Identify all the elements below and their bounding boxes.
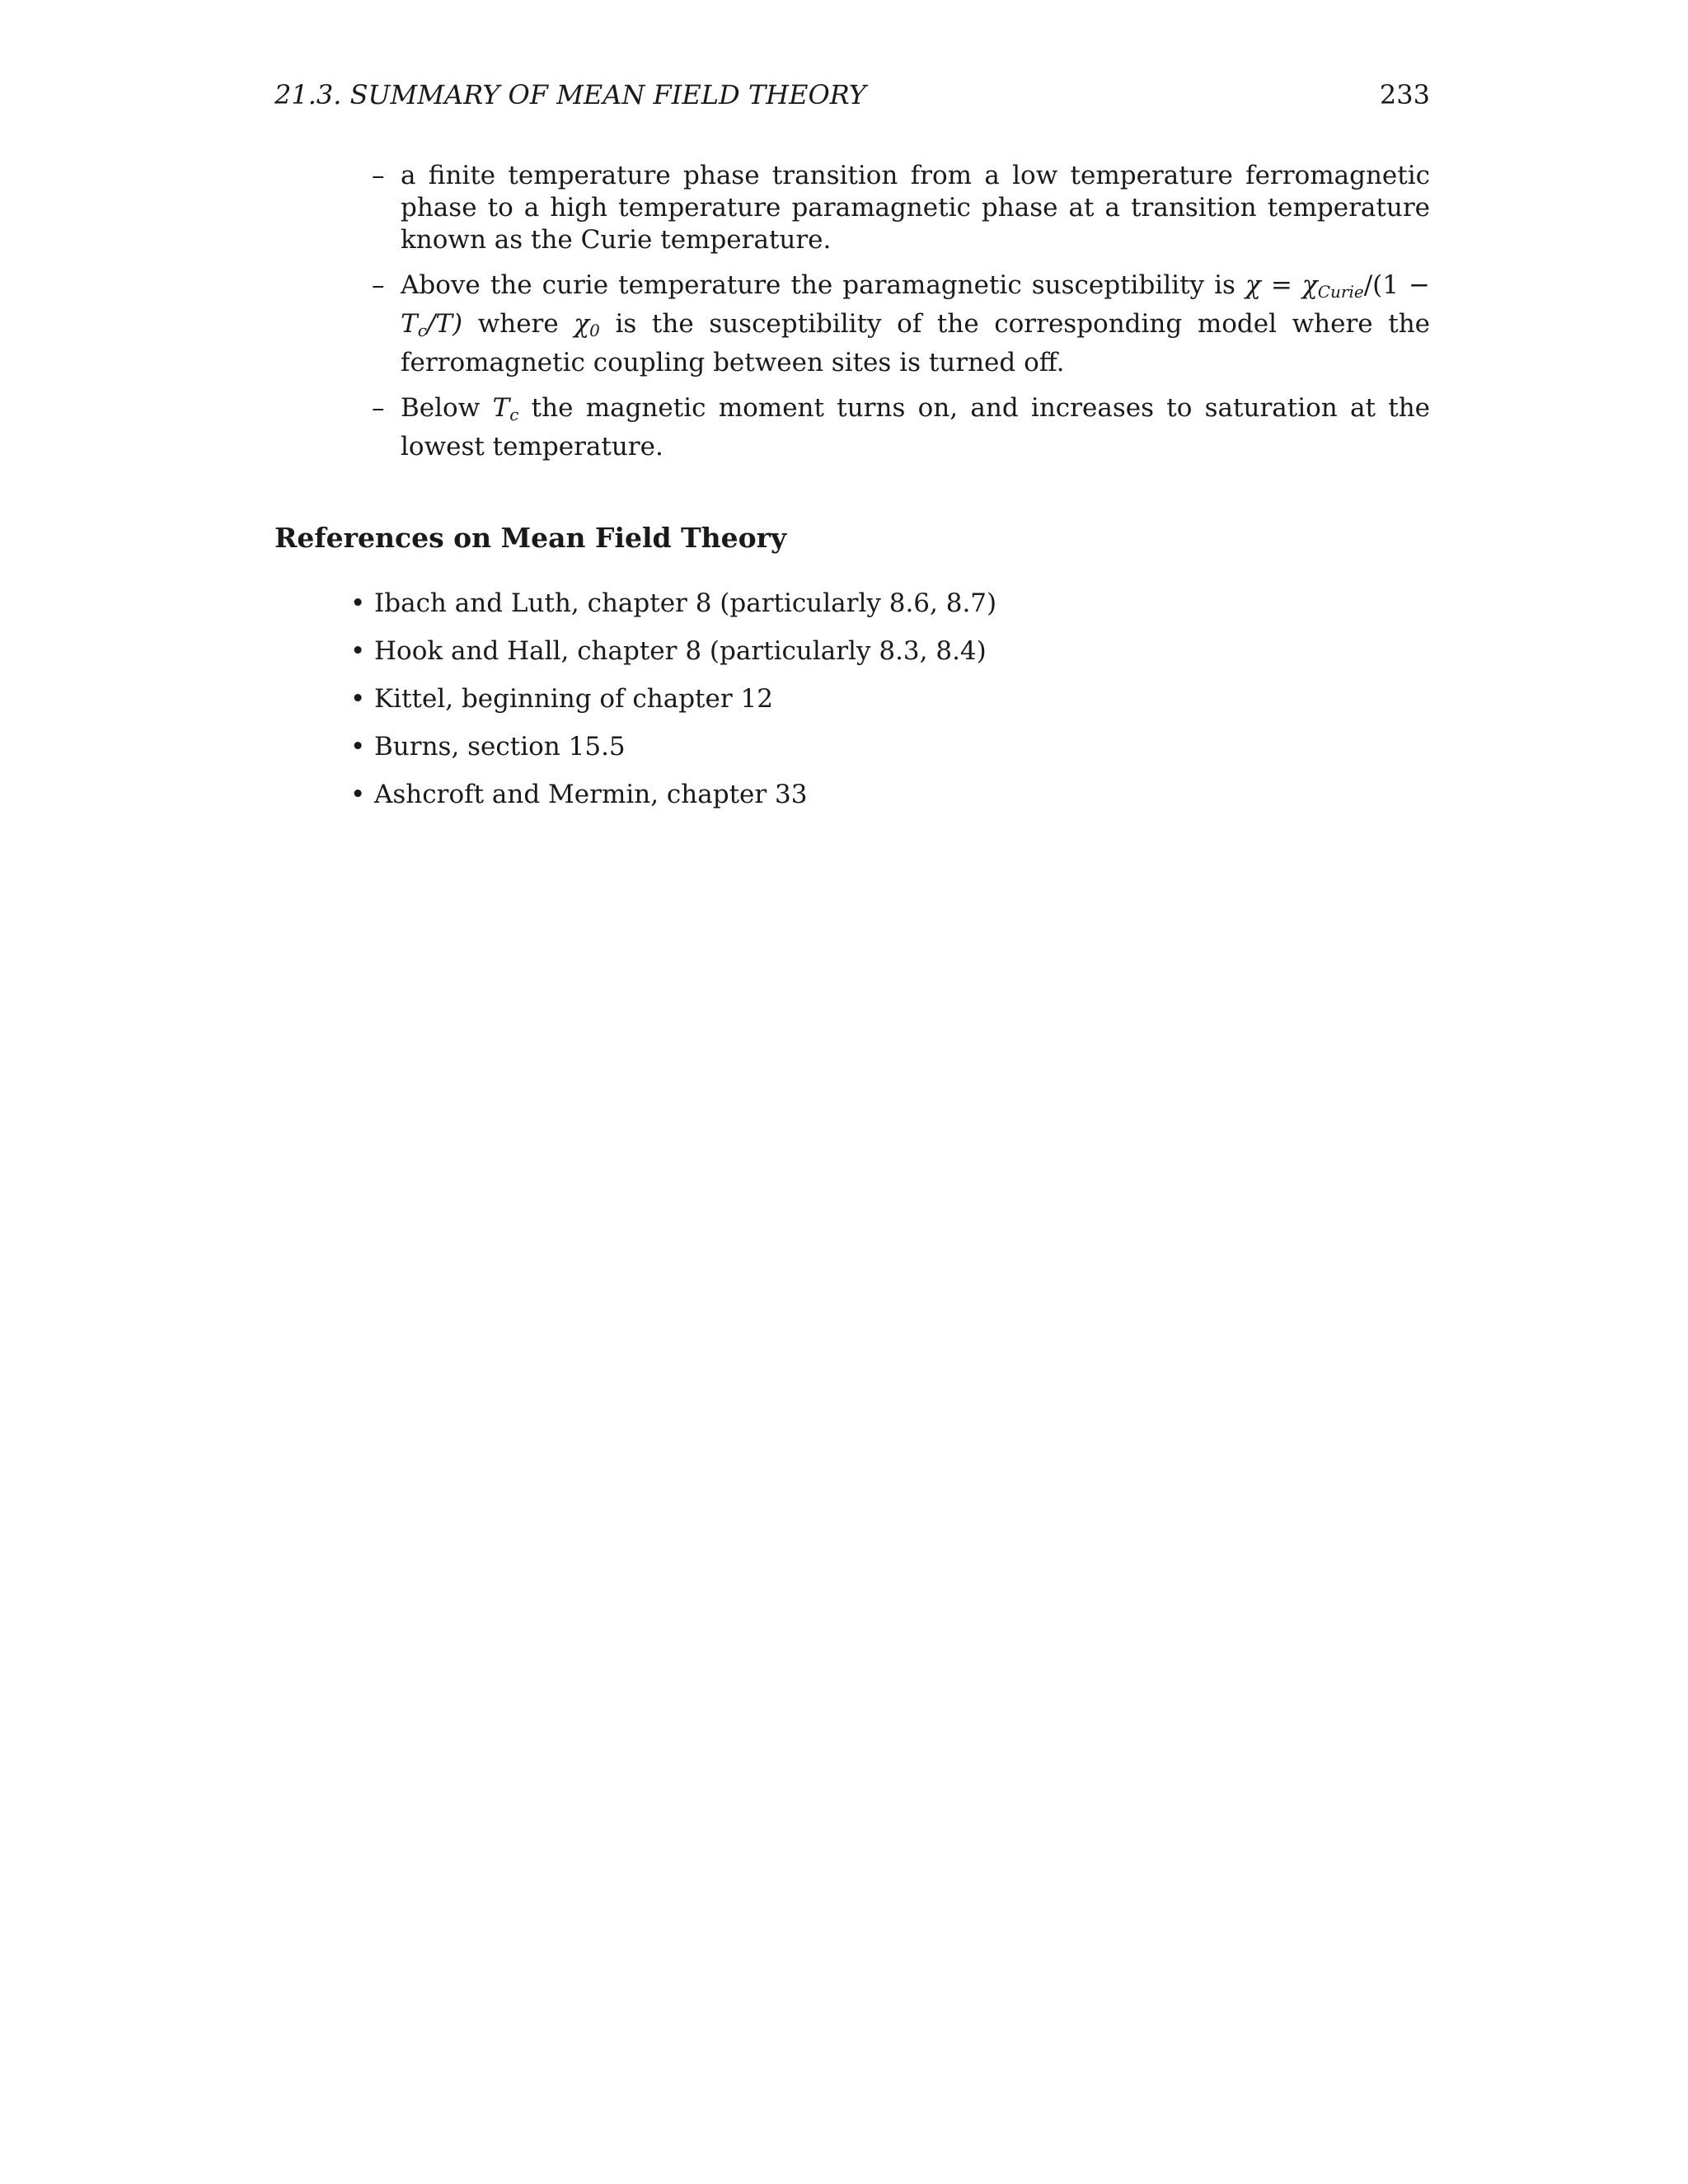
- t-symbol: T: [492, 393, 510, 423]
- bullet-icon: •: [350, 588, 366, 618]
- chi-zero-symbol: χ: [574, 309, 590, 339]
- reference-text: Ashcroft and Mermin, chapter 33: [374, 780, 808, 809]
- reference-item: [350, 731, 996, 779]
- bullet-icon: •: [350, 636, 366, 666]
- section-title: 21.3. SUMMARY OF MEAN FIELD THEORY: [274, 79, 866, 110]
- formula-middle: /(1 −: [1363, 270, 1430, 300]
- summary-text: a finite temperature phase transition from a low temperature ferromagnetic phase to a high temperature paramagnetic phase at a transition temperature known as the Curie temperature.: [401, 161, 1430, 255]
- where-word: where: [462, 309, 574, 339]
- c-subscript: c: [509, 405, 519, 424]
- reference-item: [350, 683, 996, 731]
- summary-text-after: the magnetic moment turns on, and increases to saturation at the lowest temperature.: [401, 393, 1430, 462]
- bullet-icon: •: [350, 684, 366, 714]
- reference-text: Burns, section 15.5: [374, 732, 626, 762]
- reference-item: [350, 588, 996, 635]
- reference-text: Kittel, beginning of chapter 12: [374, 684, 773, 714]
- reference-text: Ibach and Luth, chapter 8 (particularly 8.6, 8.7): [374, 588, 997, 618]
- summary-item-susceptibility: [373, 269, 1430, 379]
- reference-item: [350, 635, 996, 683]
- running-header: [274, 79, 1430, 120]
- references-heading: References on Mean Field Theory: [274, 522, 787, 554]
- dash-marker: –: [372, 161, 385, 190]
- dash-marker: –: [372, 393, 385, 423]
- chi-symbol: χ: [1245, 270, 1261, 300]
- bullet-icon: •: [350, 732, 366, 762]
- curie-subscript: Curie: [1317, 282, 1364, 302]
- chi-curie-symbol: χ: [1301, 270, 1318, 300]
- t-symbol: T: [401, 309, 418, 339]
- summary-item-magnetic-moment: [373, 392, 1430, 463]
- summary-text-after: is the susceptibility of the corresponding model where the ferromagnetic coupling between sites is turned off.: [401, 309, 1431, 377]
- c-subscript: c: [417, 321, 427, 340]
- references-list: [350, 588, 996, 827]
- reference-text: Hook and Hall, chapter 8 (particularly 8.3, 8.4): [374, 636, 987, 666]
- dash-marker: –: [372, 270, 385, 300]
- bullet-icon: •: [350, 780, 366, 809]
- summary-text: Above the curie temperature the paramagnetic susceptibility is: [401, 270, 1245, 300]
- formula-end: /T): [426, 309, 463, 339]
- summary-list: [373, 160, 1430, 476]
- page-number: 233: [1379, 79, 1430, 110]
- equals-sign: =: [1260, 270, 1302, 300]
- reference-item: [350, 779, 996, 827]
- summary-item-curie-transition: [373, 160, 1430, 256]
- below-word: Below: [401, 393, 493, 423]
- zero-subscript: 0: [589, 321, 600, 340]
